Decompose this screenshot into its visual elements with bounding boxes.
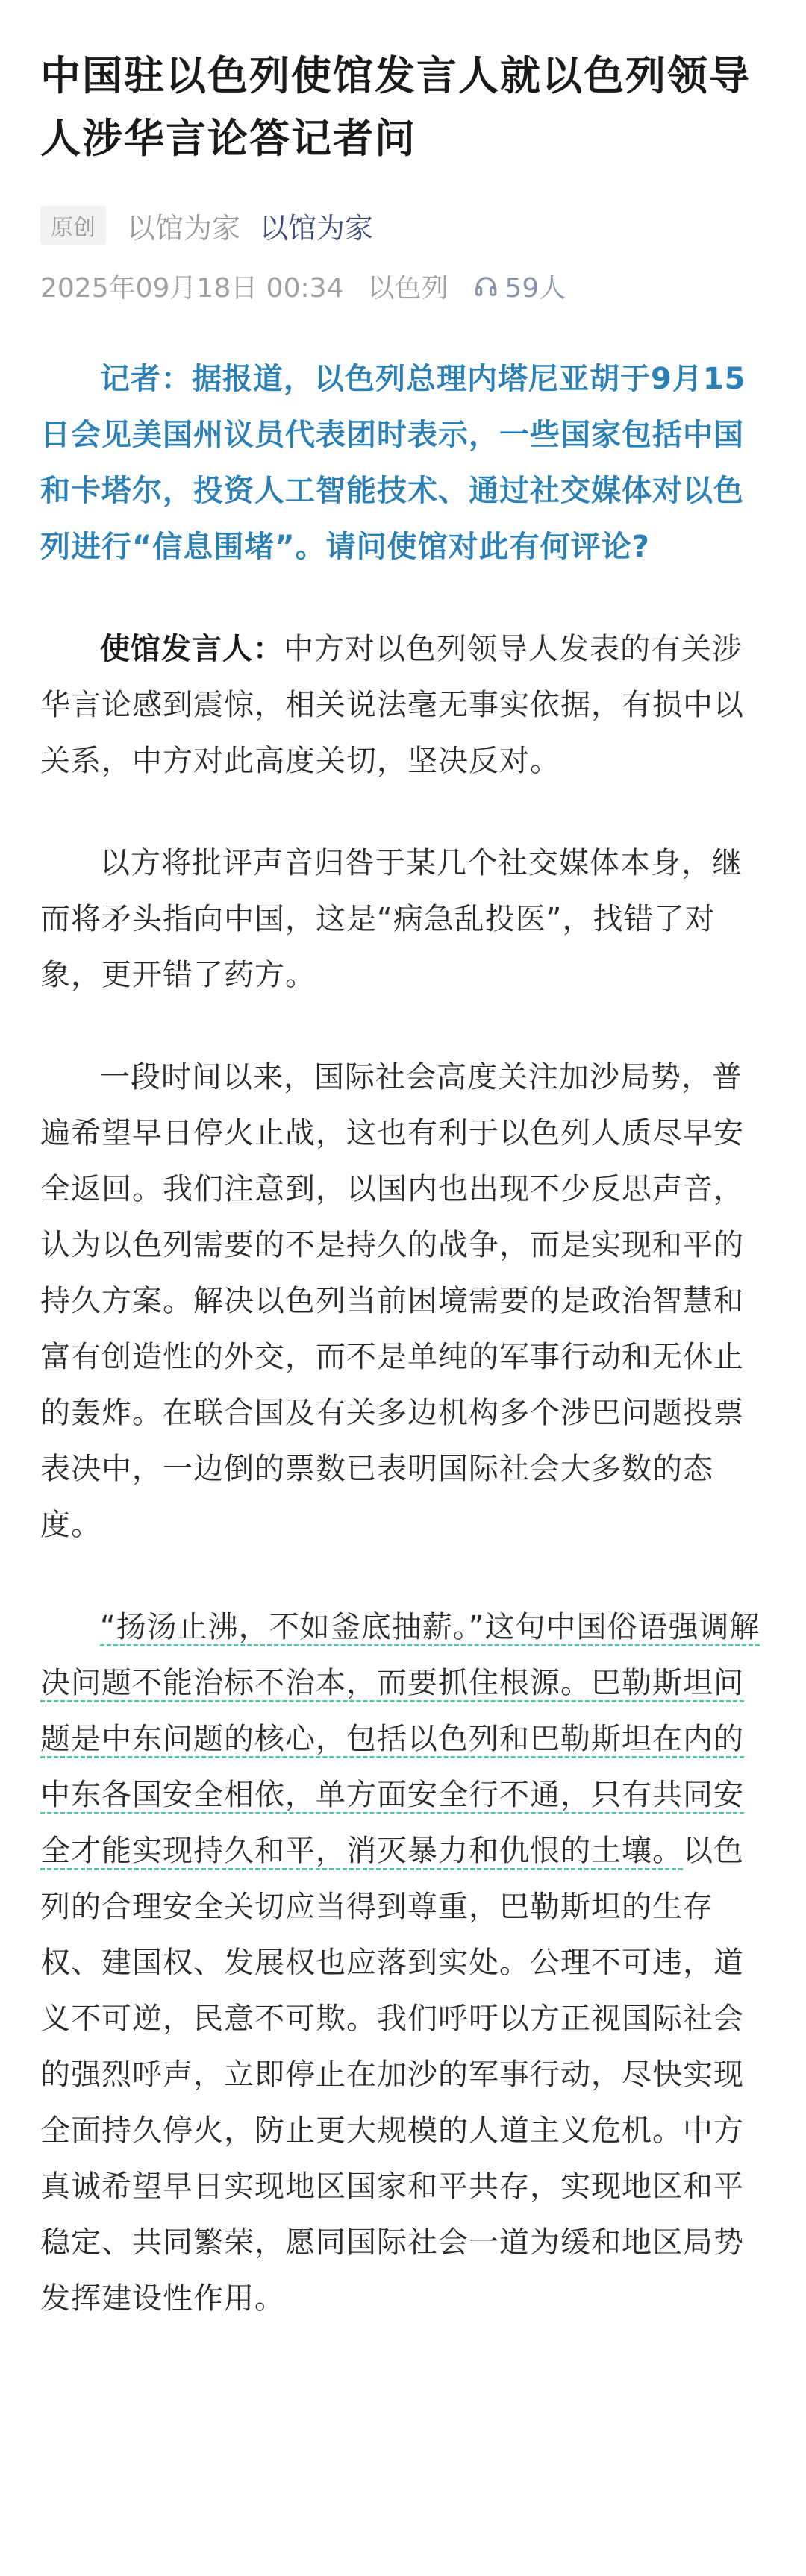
article-title: 中国驻以色列使馆发言人就以色列领导人涉华言论答记者问 bbox=[40, 52, 751, 162]
publish-info-row bbox=[40, 267, 766, 305]
publish-date: 2025年09月18日 00:34 bbox=[40, 273, 344, 304]
paragraph-5-rest: 以色列的合理安全关切应当得到尊重，巴勒斯坦的生存权、建国权、发展权也应落到实处。公理不可违，道义不可逆，民意不可欺。我们呼吁以方正视国际社会的强烈呼声，立即停止在加沙的军事行动，尽快实现全面持久停火，防止更大规模的人道主义危机。中方真诚希望早日实现地区国家和平共存，实现地区和平稳定、共同繁荣，愿同国际社会一道为缓和地区局势发挥建设性作用。 bbox=[40, 1834, 744, 2316]
listen-button[interactable] bbox=[473, 267, 566, 305]
original-badge: 原创 bbox=[40, 206, 106, 245]
paragraph-3: 以方将批评声音归咎于某几个社交媒体本身，继而将矛头指向中国，这是“病急乱投医”，找错了对象，更开错了药方。 bbox=[40, 846, 743, 992]
article-body bbox=[40, 351, 766, 2327]
spokesperson-answer-text: 中方对以色列领导人发表的有关涉华言论感到震惊，相关说法毫无事实依据，有损中以关系，中方对此高度关切，坚决反对。 bbox=[40, 632, 744, 778]
spokesperson-label: 使馆发言人： bbox=[100, 632, 284, 666]
spokesperson-answer bbox=[40, 621, 766, 789]
author-name: 以馆为家 bbox=[127, 211, 241, 245]
reporter-question: 记者：据报道，以色列总理内塔尼亚胡于9月15日会见美国州议员代表团时表示，一些国家包括中国和卡塔尔，投资人工智能技术、通过社交媒体对以色列进行“信息围堵”。请问使馆对此有何评论? bbox=[40, 362, 746, 564]
author-row bbox=[40, 203, 766, 248]
highlighted-passage[interactable]: “扬汤止沸，不如釜底抽薪。”这句中国俗语强调解决问题不能治标不治本，而要抓住根源。巴勒斯坦问题是中东问题的核心，包括以色列和巴勒斯坦在内的中东各国安全相依，单方面安全行不通，只有共同安全才能实现持久和平，消灭暴力和仇恨的土壤。 bbox=[40, 1610, 760, 1870]
listen-count: 59人 bbox=[504, 273, 566, 304]
author-link[interactable]: 以馆为家 bbox=[260, 211, 374, 245]
publish-location: 以色列 bbox=[367, 273, 449, 304]
paragraph-4: 一段时间以来，国际社会高度关注加沙局势，普遍希望早日停火止战，这也有利于以色列人质尽早安全返回。我们注意到，以国内也出现不少反思声音，认为以色列需要的不是持久的战争，而是实现和平的持久方案。解决以色列当前困境需要的是政治智慧和富有创造性的外交，而不是单纯的军事行动和无休止的轰炸。在联合国及有关多边机构多个涉巴问题投票表决中，一边倒的票数已表明国际社会大多数的态度。 bbox=[40, 1060, 744, 1542]
paragraph-5 bbox=[40, 1599, 766, 2327]
headphones-icon bbox=[473, 274, 499, 299]
